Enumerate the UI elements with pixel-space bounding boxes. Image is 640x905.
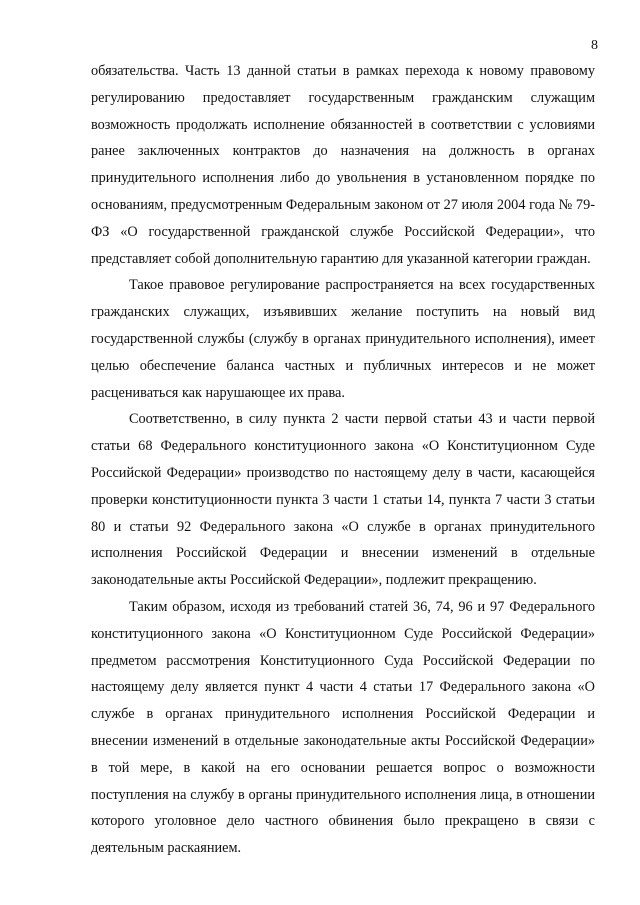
document-body	[91, 58, 595, 862]
page-number: 8	[591, 38, 598, 53]
paragraph-proceedings-termination: Соответственно, в силу пункта 2 части первой статьи 43 и части первой статьи 68 Федерального конституционного закона «О Конституционном Суде Российской Федерации» производство по настоящему делу в части, касающейся проверки конституционности пункта 3 части 1 статьи 14, пункта 7 части 3 статьи 80 и статьи 92 Федерального закона «О службе в органах принудительного исполнения Российской Федерации и внесении изменений в отдельные законодательные акты Российской Федерации», подлежит прекращению.	[91, 411, 595, 589]
paragraph-continuation: обязательства. Часть 13 данной статьи в рамках перехода к новому правовому регулированию предоставляет государственным гражданским служащим возможность продолжать исполнение обязанностей в соответствии с условиями ранее заключенных контрактов до назначения на должность в органах принудительного исполнения либо до увольнения в установленном порядке по основаниям, предусмотренным Федеральным законом от 27 июля 2004 года № 79-ФЗ «О государственной гражданской службе Российской Федерации», что представляет собой дополнительную гарантию для указанной категории граждан.	[91, 63, 595, 267]
paragraph-regulation-scope: Такое правовое регулирование распространяется на всех государственных гражданских служащих, изъявивших желание поступить на новый вид государственной службы (службу в органах принудительного исполнения), имеет целью обеспечение баланса частных и публичных интересов и не может расцениваться как нарушающее их права.	[91, 277, 595, 401]
paragraph-subject-of-review: Таким образом, исходя из требований статей 36, 74, 96 и 97 Федерального конституционного закона «О Конституционном Суде Российской Федерации» предметом рассмотрения Конституционного Суда Российской Федерации по настоящему делу является пункт 4 части 4 статьи 17 Федерального закона «О службе в органах принудительного исполнения Российской Федерации и внесении изменений в отдельные законодательные акты Российской Федерации» в той мере, в какой на его основании решается вопрос о возможности поступления на службу в органы принудительного исполнения лица, в отношении которого уголовное дело частного обвинения было прекращено в связи с деятельным раскаянием.	[91, 598, 595, 857]
